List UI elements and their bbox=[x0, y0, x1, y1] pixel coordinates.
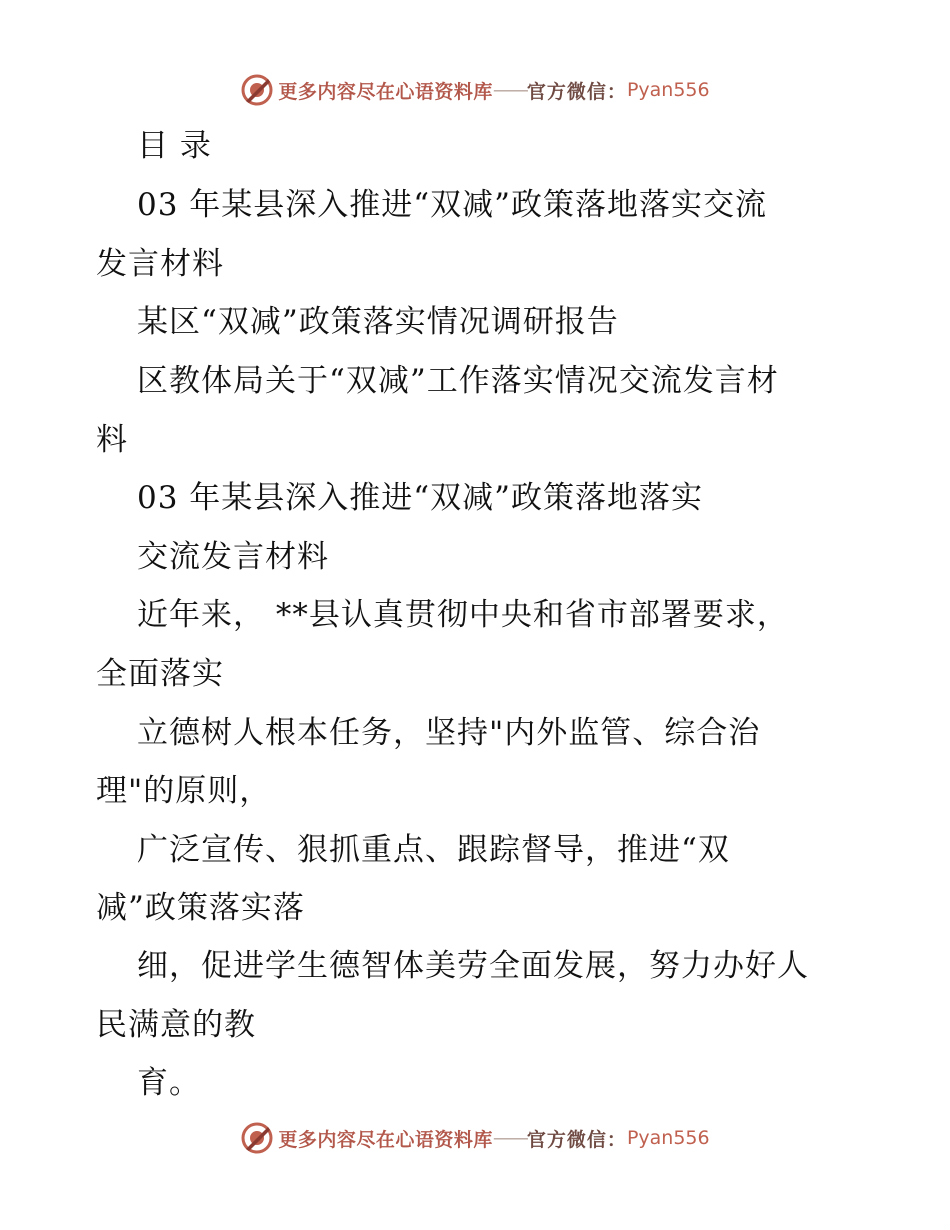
footer-watermark-banner bbox=[0, 1118, 950, 1158]
pen-logo-icon bbox=[240, 73, 274, 107]
toc-entry-3-cont: 料 bbox=[96, 422, 128, 458]
paragraph-line: 减”政策落实落 bbox=[96, 890, 305, 926]
paragraph-line: 细，促进学生德智体美劳全面发展，努力办好人 bbox=[137, 948, 809, 984]
paragraph-line: 全面落实 bbox=[96, 656, 224, 692]
banner-wechat-id: Pyan556 bbox=[626, 79, 710, 101]
toc-entry-3: 区教体局关于“双减”工作落实情况交流发言材 bbox=[137, 363, 779, 399]
banner-dash: —— bbox=[492, 1127, 527, 1149]
paragraph-line: 理"的原则， bbox=[96, 773, 272, 809]
toc-entry-1-cont: 发言材料 bbox=[96, 246, 224, 282]
banner-title: 更多内容尽在心语资料库 bbox=[278, 1128, 493, 1151]
header-watermark-banner bbox=[0, 70, 950, 110]
article-title-cont: 交流发言材料 bbox=[137, 539, 329, 575]
banner-wechat-label: 官方微信： bbox=[526, 1128, 627, 1151]
article-title: 03 年某县深入推进“双减”政策落地落实 bbox=[137, 480, 703, 516]
paragraph-line: 广泛宣传、狠抓重点、跟踪督导，推进“双 bbox=[137, 832, 730, 868]
toc-entry-1: 03 年某县深入推进“双减”政策落地落实交流 bbox=[137, 187, 767, 223]
paragraph-line: 近年来， **县认真贯彻中央和省市部署要求， bbox=[137, 597, 789, 633]
paragraph-line: 育。 bbox=[137, 1065, 201, 1101]
banner-wechat-id: Pyan556 bbox=[626, 1127, 710, 1149]
banner-dash: —— bbox=[492, 79, 527, 101]
banner-title: 更多内容尽在心语资料库 bbox=[278, 80, 493, 103]
banner-wechat-label: 官方微信： bbox=[526, 80, 627, 103]
toc-entry-2: 某区“双减”政策落实情况调研报告 bbox=[137, 304, 619, 340]
toc-heading: 目 录 bbox=[137, 128, 212, 164]
paragraph-line: 民满意的教 bbox=[96, 1007, 256, 1043]
paragraph-line: 立德树人根本任务，坚持"内外监管、综合治 bbox=[137, 715, 761, 751]
pen-logo-icon bbox=[240, 1121, 274, 1155]
